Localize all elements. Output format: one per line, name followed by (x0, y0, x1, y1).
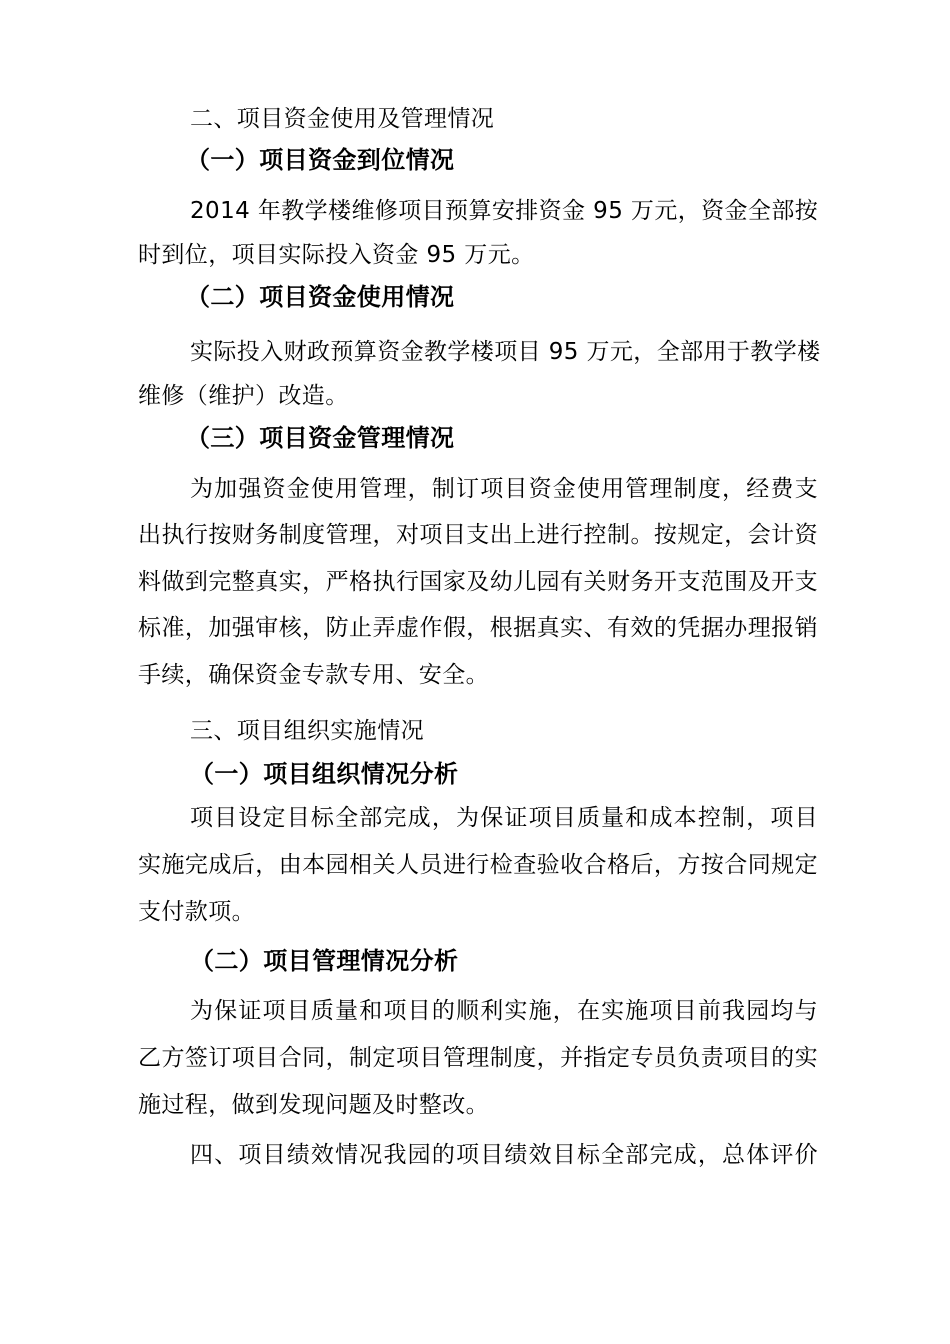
paragraph-line: 2014 年教学楼维修项目预算安排资金 95 万元，资金全部按 (190, 198, 819, 224)
paragraph-line: 出执行按财务制度管理，对项目支出上进行控制。按规定，会计资 (138, 522, 818, 548)
section-3-2-heading: （二）项目管理情况分析 (190, 947, 459, 975)
section-2-3-heading: （三）项目资金管理情况 (186, 424, 455, 452)
paragraph-line: 为加强资金使用管理，制订项目资金使用管理制度，经费支 (190, 476, 818, 502)
section-2-2-heading: （二）项目资金使用情况 (186, 283, 455, 311)
paragraph-line: 实施完成后，由本园相关人员进行检查验收合格后，方按合同规定 (138, 852, 818, 878)
paragraph-line: 手续，确保资金专款专用、安全。 (138, 662, 489, 688)
paragraph-line: 标准，加强审核，防止弄虚作假，根据真实、有效的凭据办理报销 (138, 615, 818, 641)
paragraph-line: 项目设定目标全部完成，为保证项目质量和成本控制，项目 (190, 805, 818, 831)
paragraph-line: 支付款项。 (138, 899, 255, 925)
paragraph-line: 料做到完整真实，严格执行国家及幼儿园有关财务开支范围及开支 (138, 569, 818, 595)
paragraph-line: 时到位，项目实际投入资金 95 万元。 (138, 242, 535, 268)
paragraph-line: 实际投入财政预算资金教学楼项目 95 万元，全部用于教学楼 (190, 339, 821, 365)
section-3-1-heading: （一）项目组织情况分析 (190, 760, 459, 788)
section-3-heading: 三、项目组织实施情况 (190, 718, 424, 744)
paragraph-line: 维修（维护）改造。 (138, 383, 349, 409)
paragraph-line: 为保证项目质量和项目的顺利实施，在实施项目前我园均与 (190, 998, 818, 1024)
paragraph-line: 施过程，做到发现问题及时整改。 (138, 1092, 489, 1118)
section-4-line: 四、项目绩效情况我园的项目绩效目标全部完成，总体评价 (190, 1142, 818, 1168)
section-2-1-heading: （一）项目资金到位情况 (186, 146, 455, 174)
section-2-heading: 二、项目资金使用及管理情况 (190, 106, 495, 132)
paragraph-line: 乙方签订项目合同，制定项目管理制度，并指定专员负责项目的实 (138, 1045, 818, 1071)
